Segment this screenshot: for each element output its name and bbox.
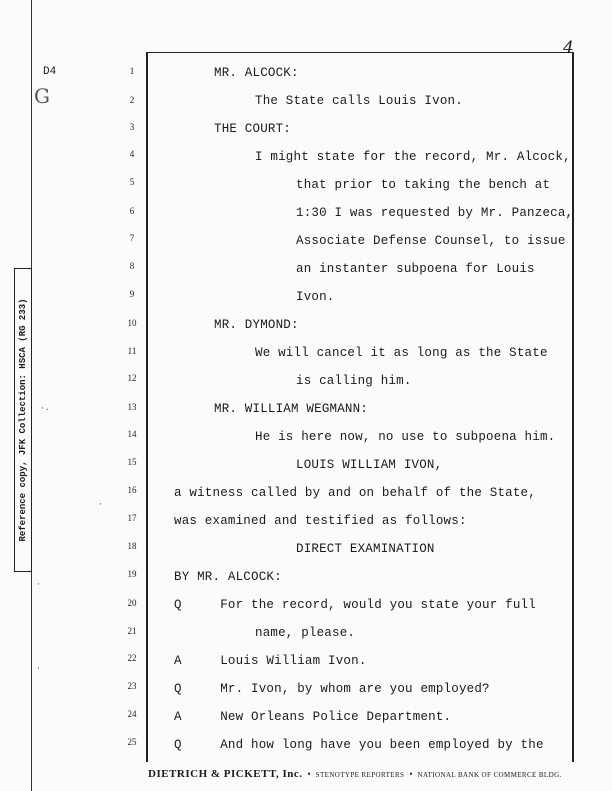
line-number: 24 (127, 709, 137, 719)
answer-line: A New Orleans Police Department. (174, 710, 452, 724)
line-number: 14 (127, 429, 137, 439)
transcript-line: a witness called by and on behalf of the State, (174, 486, 536, 500)
page-number: 4 (563, 38, 574, 58)
line-number: 16 (127, 485, 137, 495)
line-number: 5 (129, 177, 135, 187)
line-number: 3 (129, 122, 135, 132)
transcript-line: name, please. (255, 626, 356, 640)
line-number: 9 (129, 289, 135, 299)
margin-tick: ·. (40, 404, 50, 413)
transcript-line: He is here now, no use to subpoena him. (255, 430, 556, 444)
line-number: 19 (127, 569, 137, 579)
witness-heading: LOUIS WILLIAM IVON, (296, 458, 443, 472)
speaker-label: MR. DYMOND: (214, 318, 299, 332)
footer-address: NATIONAL BANK OF COMMERCE BLDG. (417, 771, 562, 779)
transcript-line: an instanter subpoena for Louis (296, 262, 535, 276)
line-number: 4 (129, 149, 135, 159)
line-number: 18 (127, 541, 137, 551)
line-number: 21 (127, 626, 137, 636)
line-number: 8 (129, 261, 135, 271)
page-id: D4 (43, 66, 57, 78)
speaker-label: THE COURT: (214, 122, 292, 136)
transcript-line: was examined and testified as follows: (174, 514, 467, 528)
transcript-line: is calling him. (296, 374, 412, 388)
margin-tick: · (36, 580, 41, 589)
speaker-label: BY MR. ALCOCK: (174, 570, 282, 584)
line-number: 17 (127, 513, 137, 523)
transcript-line: The State calls Louis Ivon. (255, 94, 463, 108)
line-number: 7 (129, 233, 135, 243)
line-number: 10 (127, 318, 137, 328)
footer-firm: DIETRICH & PICKETT, Inc. (148, 768, 303, 780)
answer-line: A Louis William Ivon. (174, 654, 367, 668)
transcript-line: 1:30 I was requested by Mr. Panzeca, (296, 206, 574, 220)
line-number: 2 (129, 95, 135, 105)
speaker-label: MR. ALCOCK: (214, 66, 299, 80)
line-number: 1 (129, 66, 135, 76)
transcript-line: I might state for the record, Mr. Alcock, (255, 150, 571, 164)
transcript-line: that prior to taking the bench at (296, 178, 551, 192)
footer-service: STENOTYPE REPORTERS (315, 771, 405, 779)
question-line: Q Mr. Ivon, by whom are you employed? (174, 682, 490, 696)
line-number: 20 (127, 598, 137, 608)
line-number: 12 (127, 373, 137, 383)
line-number: 22 (127, 653, 137, 663)
margin-scribble: G (34, 84, 50, 108)
line-number: 15 (127, 457, 137, 467)
line-number: 23 (127, 681, 137, 691)
bullet-icon: • (409, 769, 413, 779)
margin-tick: · (36, 664, 41, 673)
bullet-icon: • (307, 769, 311, 779)
transcript-line: We will cancel it as long as the State (255, 346, 548, 360)
margin-tick: · (98, 500, 103, 509)
question-line: Q For the record, would you state your full (174, 598, 536, 612)
archive-stamp-text: Reference copy, JFK Collection: HSCA (RG 233) (18, 298, 28, 542)
line-number: 11 (127, 346, 137, 356)
speaker-label: MR. WILLIAM WEGMANN: (214, 402, 369, 416)
section-heading: DIRECT EXAMINATION (296, 542, 435, 556)
transcript-line: Associate Defense Counsel, to issue (296, 234, 566, 248)
line-number: 25 (127, 737, 137, 747)
line-number: 13 (127, 402, 137, 412)
transcript-line: Ivon. (296, 290, 335, 304)
line-number: 6 (129, 206, 135, 216)
archive-stamp (14, 268, 32, 572)
question-line: Q And how long have you been employed by the (174, 738, 544, 752)
reporter-footer (148, 768, 562, 780)
